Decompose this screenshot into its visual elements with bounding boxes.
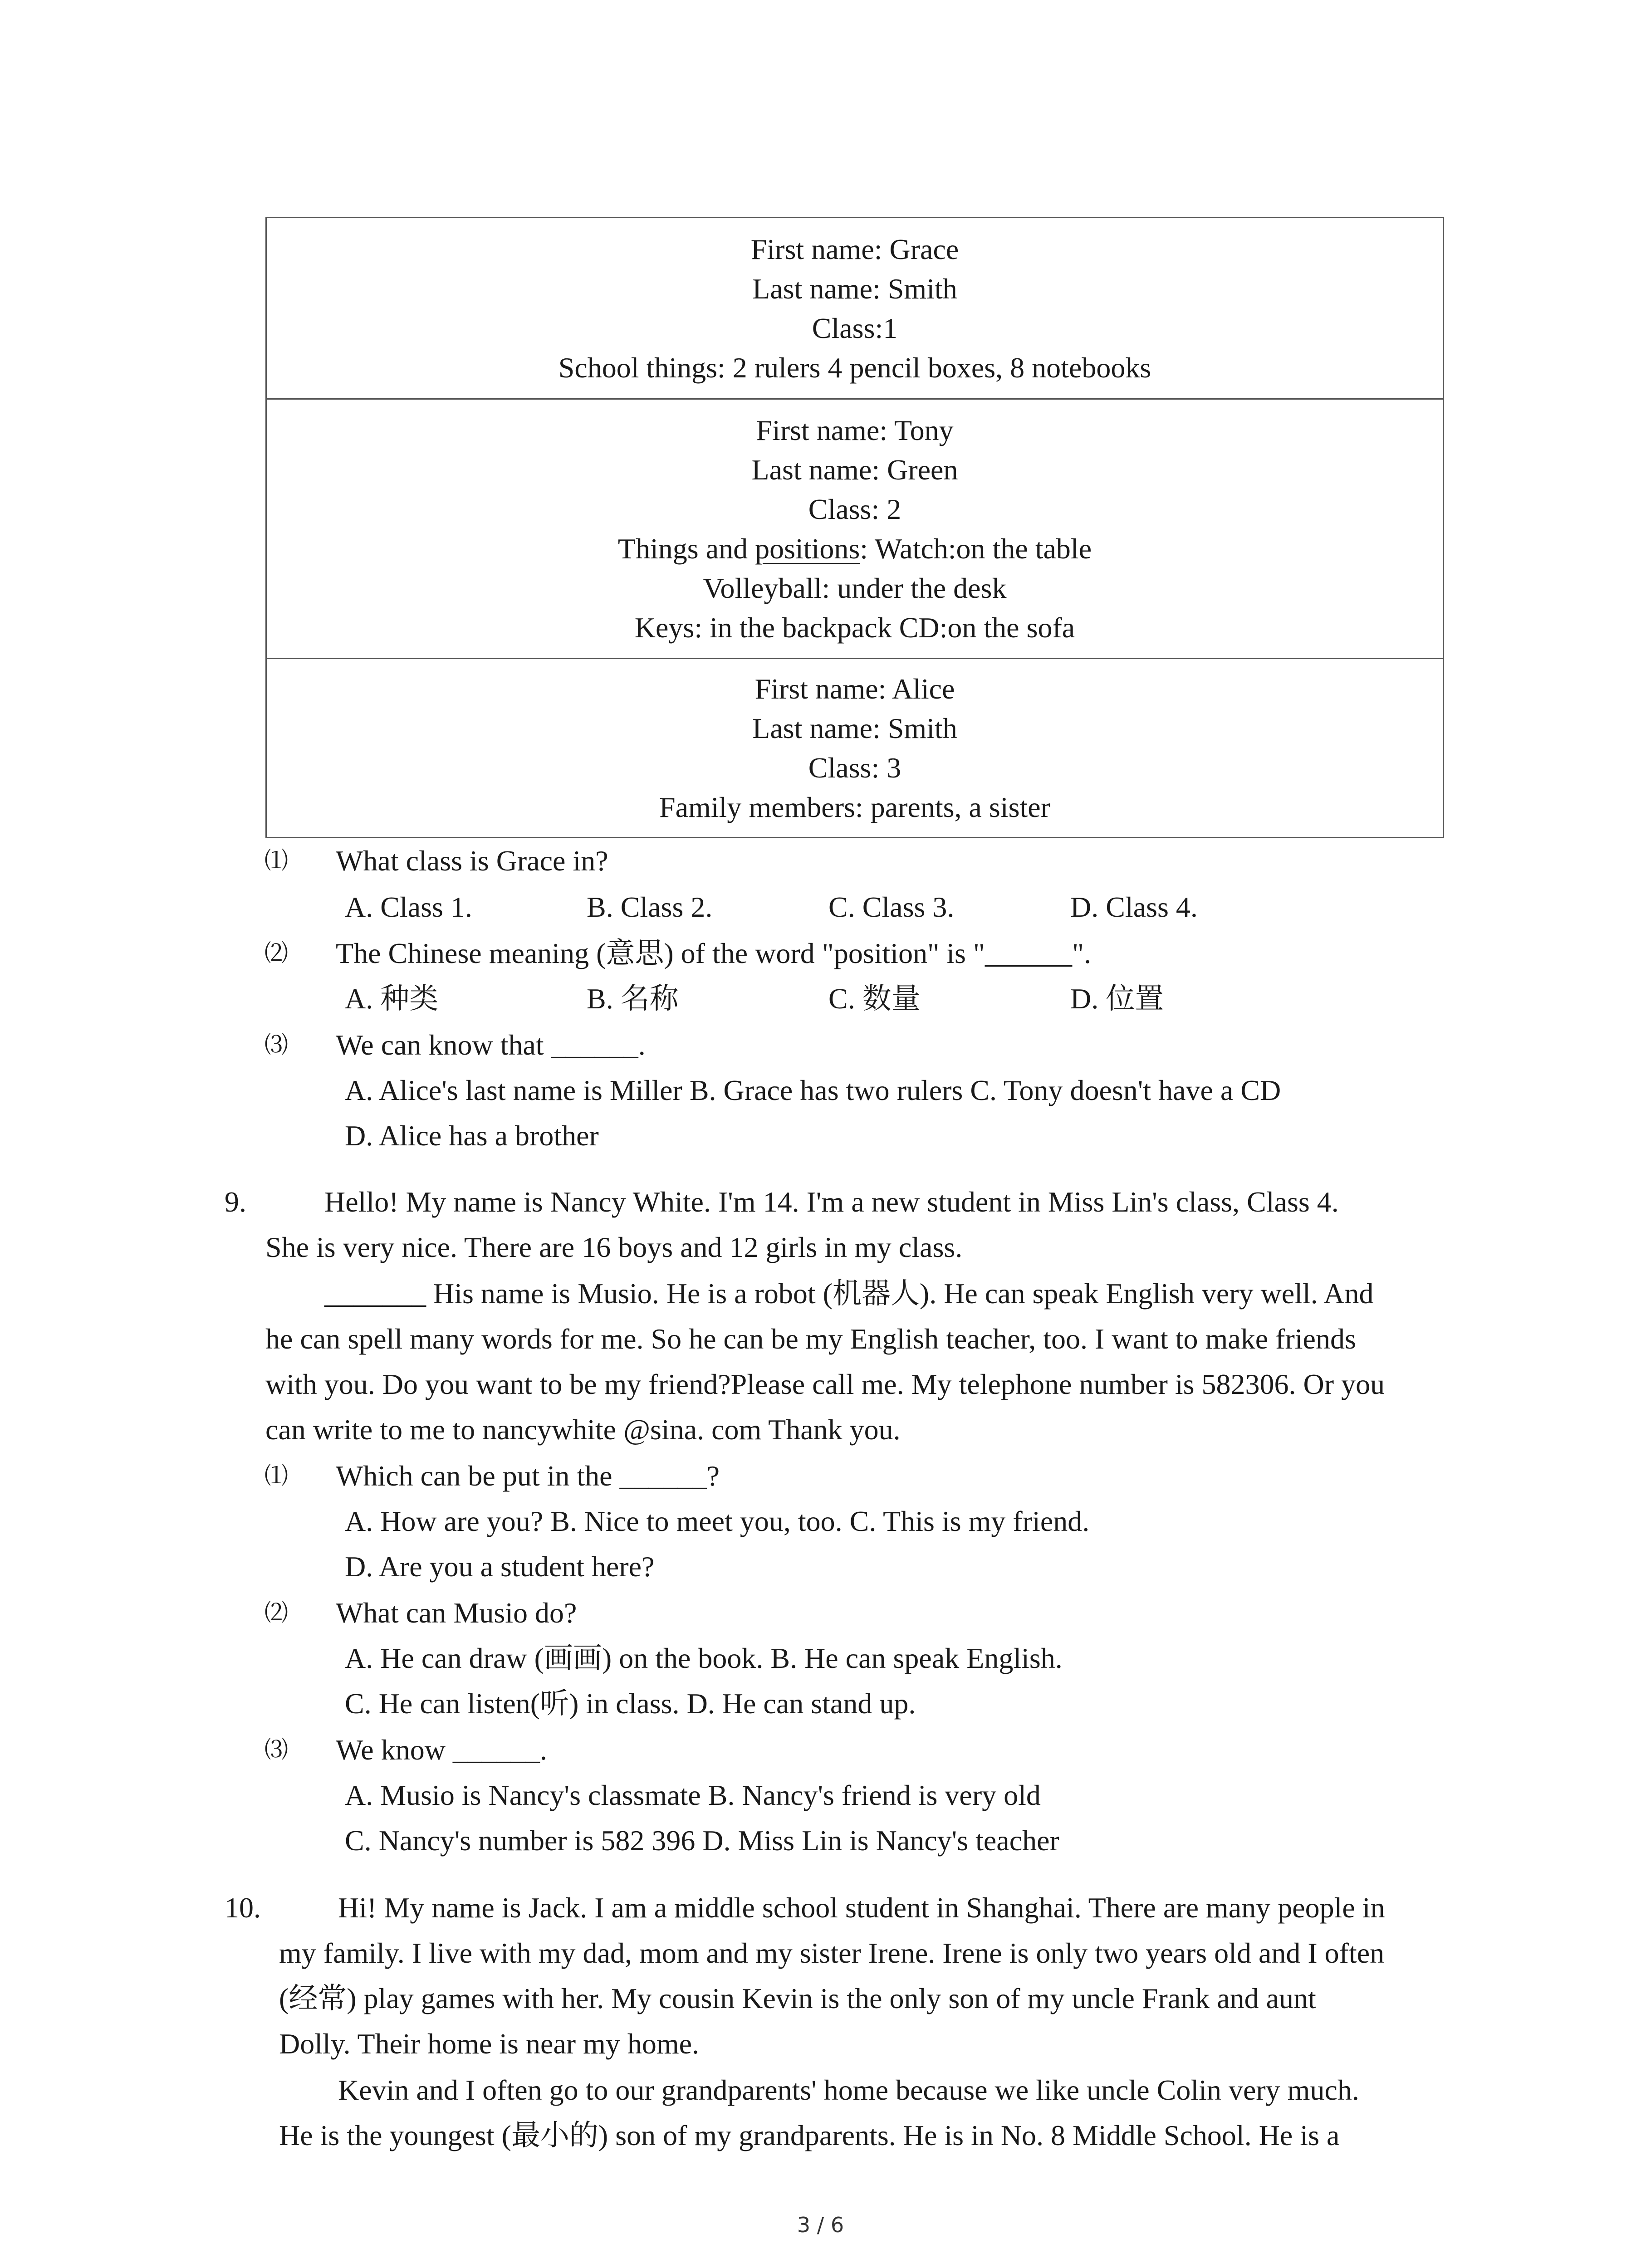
q8-sub3-number: ⑶ <box>265 1031 289 1059</box>
grace-last-name: Last name: Smith <box>752 272 957 305</box>
tony-first-name: First name: Tony <box>756 414 954 446</box>
q9-passage-line: can write to me to nancywhite @sina. com Thank you. <box>265 1413 901 1446</box>
tony-keys-cd: Keys: in the backpack CD:on the sofa <box>634 611 1075 644</box>
tony-last-name: Last name: Green <box>751 453 958 486</box>
alice-first-name: First name: Alice <box>754 673 955 705</box>
page-number: 3 / 6 <box>797 2213 844 2237</box>
q9-passage-line: with you. Do you want to be my friend?Please call me. My telephone number is 582306. Or you <box>265 1368 1385 1400</box>
q9-passage-line: he can spell many words for me. So he can be my English teacher, too. I want to make friends <box>265 1323 1356 1355</box>
q8-sub3-options-line2: D. Alice has a brother <box>345 1119 599 1152</box>
q9-sub2-options-line1: A. He can draw (画画) on the book. B. He can speak English. <box>345 1642 1063 1674</box>
positions-prefix: Things and <box>617 532 755 565</box>
q9-passage-line: She is very nice. There are 16 boys and 12 girls in my class. <box>265 1231 963 1263</box>
tony-class: Class: 2 <box>808 493 901 525</box>
q9-sub3-options-line1: A. Musio is Nancy's classmate B. Nancy's friend is very old <box>345 1779 1041 1811</box>
q9-sub1-number: ⑴ <box>265 1462 289 1490</box>
table-row-alice <box>267 659 1443 837</box>
q8-sub1-number: ⑴ <box>265 847 289 875</box>
q8-sub3-question: We can know that ______. <box>336 1029 646 1061</box>
student-info-table <box>265 217 1444 838</box>
alice-last-name: Last name: Smith <box>752 712 957 744</box>
q8-sub1-option-c: C. Class 3. <box>828 891 955 923</box>
q8-sub2-question: The Chinese meaning (意思) of the word "position" is "______". <box>336 937 1092 969</box>
q10-passage-line: Kevin and I often go to our grandparents' home because we like uncle Colin very much. <box>338 2074 1359 2106</box>
q8-sub3-options-line1: A. Alice's last name is Miller B. Grace has two rulers C. Tony doesn't have a CD <box>345 1074 1281 1106</box>
grace-class: Class:1 <box>812 312 898 344</box>
q10-passage-line: He is the youngest (最小的) son of my grandparents. He is in No. 8 Middle School. He is a <box>279 2119 1340 2151</box>
q9-sub1-options-line2: D. Are you a student here? <box>345 1550 655 1583</box>
table-row-grace <box>267 218 1443 400</box>
q9-sub2-question: What can Musio do? <box>336 1597 577 1629</box>
alice-family: Family members: parents, a sister <box>659 791 1051 823</box>
q10-passage-line: my family. I live with my dad, mom and my sister Irene. Irene is only two years old and I often <box>279 1937 1385 1969</box>
q10-number: 10. <box>225 1892 261 1924</box>
q8-sub1-option-a: A. Class 1. <box>345 891 472 923</box>
q10-passage-line: Hi! My name is Jack. I am a middle school student in Shanghai. There are many people in <box>338 1892 1385 1924</box>
q8-sub1-question: What class is Grace in? <box>336 845 608 877</box>
positions-underlined-word: positions <box>755 532 860 565</box>
q10-passage-line: (经常) play games with her. My cousin Kevin is the only son of my uncle Frank and aunt <box>279 1982 1316 2014</box>
alice-class: Class: 3 <box>808 752 901 784</box>
q9-sub3-number: ⑶ <box>265 1736 289 1764</box>
q9-passage-line: _______ His name is Musio. He is a robot (机器人). He can speak English very well. And <box>324 1277 1374 1310</box>
q10-passage-line: Dolly. Their home is near my home. <box>279 2028 700 2060</box>
q8-sub1-option-b: B. Class 2. <box>587 891 713 923</box>
q9-sub3-question: We know ______. <box>336 1734 547 1766</box>
q8-sub2-number: ⑵ <box>265 940 289 967</box>
positions-suffix: : Watch:on the table <box>860 532 1092 565</box>
q9-passage-line: Hello! My name is Nancy White. I'm 14. I'm a new student in Miss Lin's class, Class 4. <box>324 1186 1339 1218</box>
q8-sub2-option-d: D. 位置 <box>1070 982 1164 1015</box>
table-row-tony <box>267 400 1443 659</box>
tony-things-positions <box>267 529 1443 568</box>
grace-first-name: First name: Grace <box>750 233 959 265</box>
q8-sub2-option-b: B. 名称 <box>587 982 679 1015</box>
q9-sub2-number: ⑵ <box>265 1599 289 1627</box>
q8-sub2-option-c: C. 数量 <box>828 982 921 1015</box>
q9-sub1-options-line1: A. How are you? B. Nice to meet you, too. C. This is my friend. <box>345 1505 1090 1537</box>
q9-sub1-question: Which can be put in the ______? <box>336 1460 720 1492</box>
q9-sub3-options-line2: C. Nancy's number is 582 396 D. Miss Lin is Nancy's teacher <box>345 1824 1059 1857</box>
grace-school-things: School things: 2 rulers 4 pencil boxes, 8 notebooks <box>558 351 1151 384</box>
tony-volleyball: Volleyball: under the desk <box>703 572 1007 604</box>
q9-sub2-options-line2: C. He can listen(听) in class. D. He can stand up. <box>345 1687 916 1720</box>
q8-sub1-option-d: D. Class 4. <box>1070 891 1198 923</box>
q8-sub2-option-a: A. 种类 <box>345 982 439 1015</box>
q9-number: 9. <box>225 1186 246 1218</box>
